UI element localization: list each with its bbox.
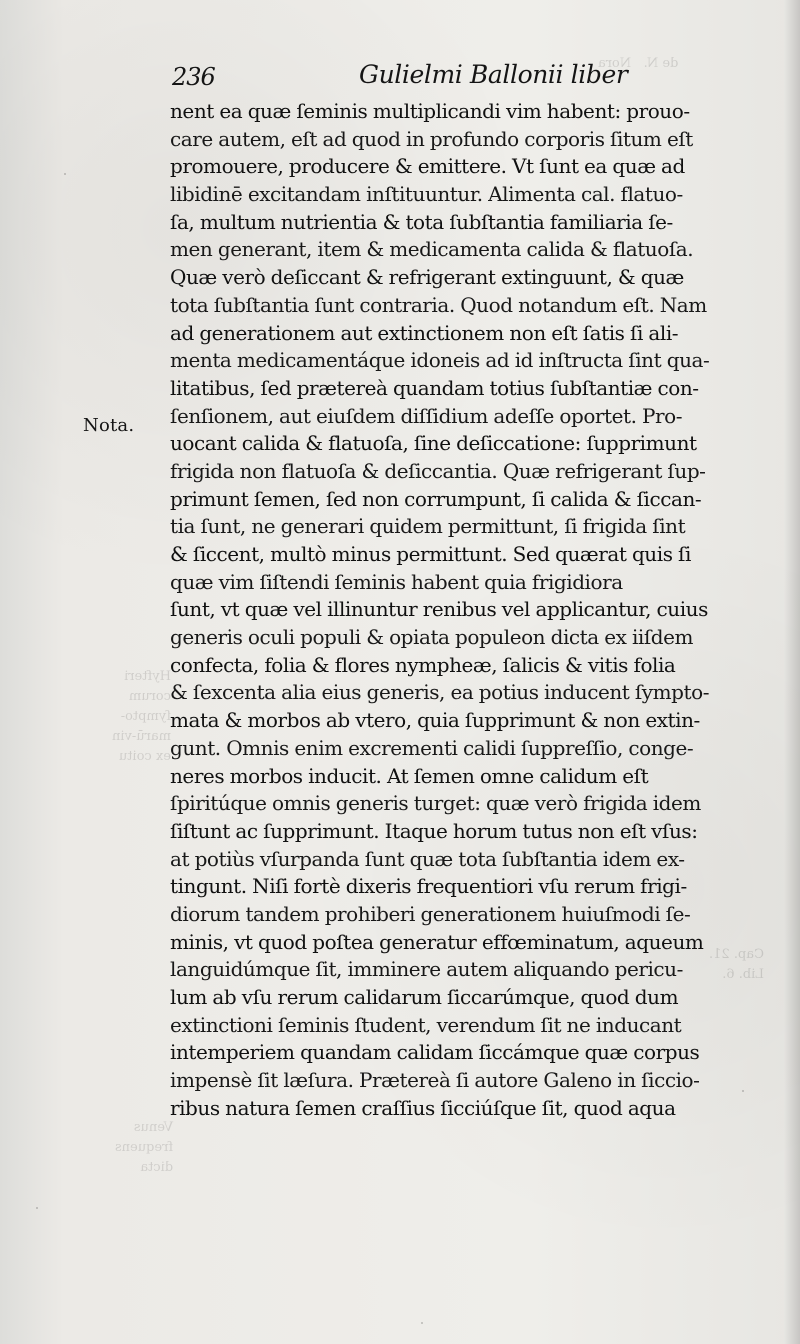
text-line: at potiùs vſurpanda ſunt quæ tota ſubſtantia idem ex-	[170, 846, 685, 871]
text-line: ſiſtunt ac ſupprimunt. Itaque horum tutus non eſt vſus:	[170, 818, 698, 843]
text-line: intemperiem quandam calidam ſiccámque quæ corpus	[170, 1040, 700, 1065]
bleed-through-marks: Venus frequens dicta	[115, 1120, 174, 1175]
page-number: 236	[172, 63, 215, 91]
text-line: litatibus, ſed prætereà quandam totius ſubſtantiæ con-	[170, 375, 699, 400]
paper-speckle	[421, 1322, 423, 1324]
text-line: gunt. Omnis enim excrementi calidi ſuppreſſio, conge-	[170, 735, 694, 760]
paper-speckle	[36, 1207, 38, 1209]
text-line: languidúmque ſit, imminere autem aliquando pericu-	[170, 957, 683, 982]
text-line: lum ab vſu rerum calidarum ſiccarúmque, quod dum	[170, 985, 679, 1009]
text-line: frigida non flatuoſa & deſiccantia. Quæ refrigerant ſup-	[170, 458, 706, 483]
text-line: uocant calida & flatuoſa, ſine deſiccatione: ſupprimunt	[170, 431, 697, 456]
text-line: quæ vim ſiſtendi ſeminis habent quia frigidiora	[170, 569, 623, 594]
text-line: Quæ verò deſiccant & refrigerant extinguunt, & quæ	[170, 265, 684, 290]
text-line: primunt ſemen, ſed non corrumpunt, ſi calida & ſiccan-	[170, 486, 702, 511]
latin-body-text	[170, 98, 795, 1288]
text-line: men generant, item & medicamenta calida & flatuoſa.	[170, 237, 694, 262]
text-line: generis oculi populi & opiata populeon dicta ex iiſdem	[170, 625, 694, 650]
text-line: promouere, producere & emittere. Vt ſunt ea quæ ad	[170, 154, 685, 179]
text-line: impensè ſit læſura. Prætereà ſi autore Galeno in ſiccio-	[170, 1068, 700, 1093]
text-line: tia ſunt, ne generari quidem permittunt, ſi frigida ſint	[170, 514, 686, 539]
text-line: minis, vt quod poſtea generatur effœminatum, aqueum	[170, 929, 704, 954]
text-line: nent ea quæ ſeminis multiplicandi vim habent: prouo-	[170, 99, 690, 123]
text-line: ſunt, vt quæ vel illinuntur renibus vel applicantur, cuius	[170, 597, 708, 622]
running-head: Gulielmi Ballonii liber	[359, 60, 628, 89]
text-line: diorum tandem prohiberi generationem huiuſmodi ſe-	[170, 901, 691, 926]
bleed-through-marks: Hyfteri corum ſympto- marū-vin ex coitu	[112, 669, 171, 764]
paper-speckle	[64, 173, 66, 175]
text-line: tota ſubſtantia ſunt contraria. Quod notandum eſt. Nam	[170, 292, 707, 317]
text-line: care autem, eſt ad quod in profundo corporis ſitum eſt	[170, 126, 693, 151]
bleed-through-marks: de N. Nora	[598, 56, 679, 71]
text-line: neres morbos inducit. At ſemen omne calidum eſt	[170, 763, 649, 788]
bleed-through-marks: Cap. 21. Lib. 6.	[709, 947, 764, 982]
text-line: ſpiritúque omnis generis turget: quæ verò frigida idem	[170, 791, 701, 816]
page-header	[172, 53, 628, 95]
text-line: & ſexcenta alia eius generis, ea potius inducent ſympto-	[170, 680, 710, 705]
text-line: menta medicamentáque idoneis ad id inſtructa ſint qua-	[170, 348, 710, 373]
text-line: extinctioni ſeminis ſtudent, verendum ſit ne inducant	[170, 1012, 682, 1037]
text-line: ribus natura ſemen craſſius ſicciúſque ſit, quod aqua	[170, 1095, 676, 1120]
text-line: confecta, folia & flores nympheæ, ſalicis & vitis folia	[170, 652, 676, 677]
text-line: tingunt. Niſi fortè dixeris frequentiori vſu rerum frigi-	[170, 874, 687, 899]
text-line: & ſiccent, multò minus permittunt. Sed quærat quis ſi	[170, 542, 691, 566]
text-line: mata & morbos ab vtero, quia ſupprimunt & non extin-	[170, 708, 700, 733]
text-line: libidinē excitandam inſtituuntur. Alimenta cal. flatuo-	[170, 182, 683, 207]
text-line: ſa, multum nutrientia & tota ſubſtantia familiaria ſe-	[170, 209, 673, 234]
paper-speckle	[742, 1090, 744, 1092]
margin-note: Nota.	[83, 415, 135, 436]
text-line: ad generationem aut extinctionem non eſt ſatis ſi ali-	[170, 320, 679, 345]
text-line: ſenſionem, aut eiuſdem diſſidium adeſſe oportet. Pro-	[170, 403, 683, 428]
